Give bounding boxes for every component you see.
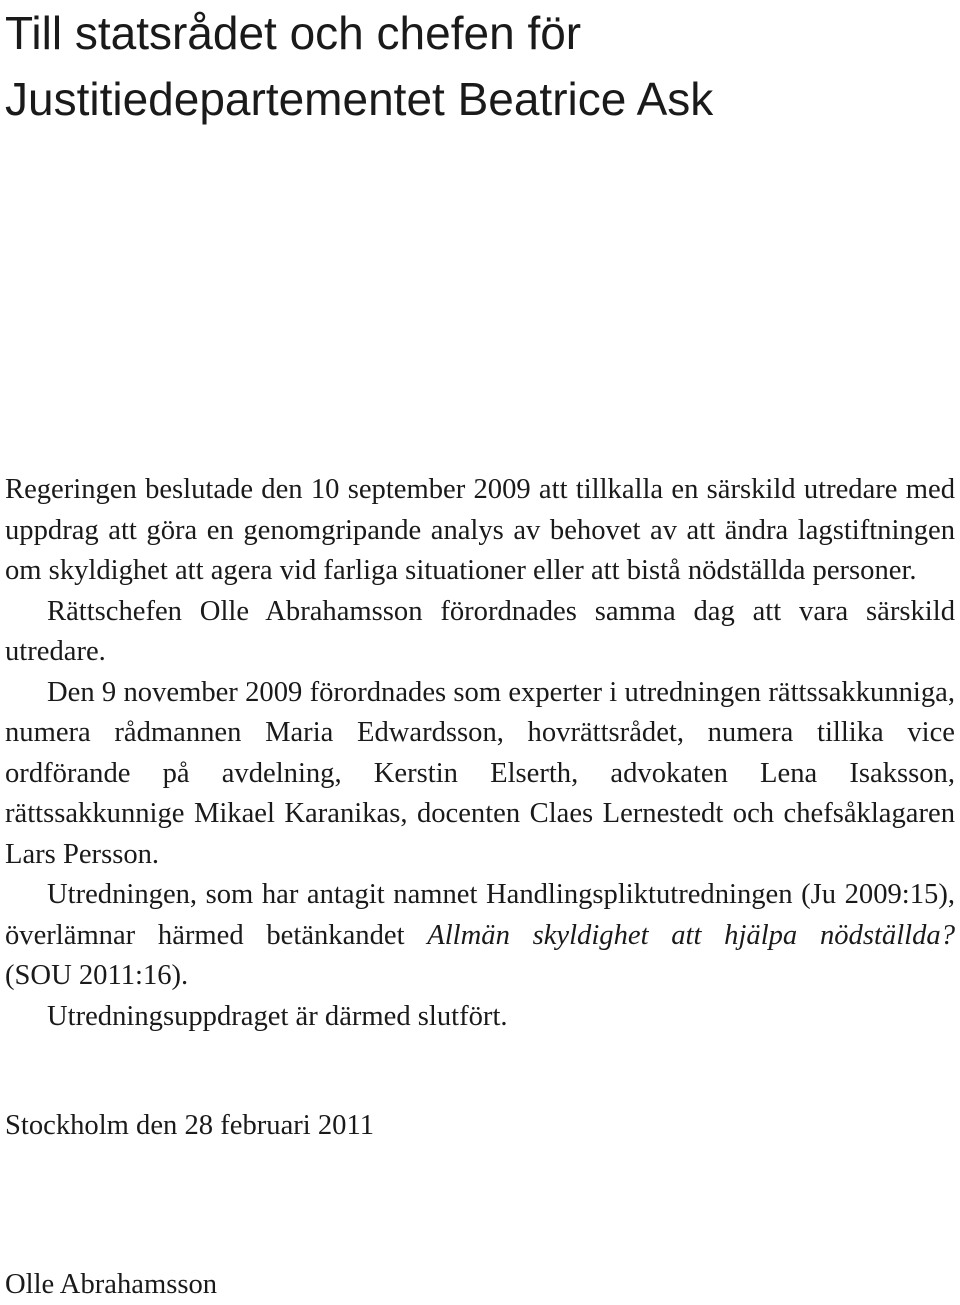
- paragraph-special-investigator: Rättschefen Olle Abrahamsson förordnades samma dag att vara särskild utredare.: [5, 595, 955, 667]
- addressee-heading: [5, 0, 955, 132]
- paragraph-completion: Utredningsuppdraget är därmed slutfört.: [47, 1000, 508, 1032]
- heading-line-2: Justitiedepartementet Beatrice Ask: [5, 73, 714, 125]
- signatory-name: Olle Abrahamsson: [5, 1269, 218, 1300]
- submission-text-after: (SOU 2011:16).: [5, 960, 189, 991]
- report-title: Allmän skyldighet att hjälpa nödställda?: [427, 919, 955, 951]
- letter-body: [5, 470, 955, 1037]
- paragraph-appointment-decision: Regeringen beslutade den 10 september 2009 att tillkalla en särskild utredare med uppdrag att göra en genomgripande analys av behovet av att ändra lagstiftningen om skyldighet att agera vid farliga situationer eller att bistå nödställda personer.: [5, 474, 955, 586]
- heading-line-1: Till statsrådet och chefen för: [5, 7, 582, 59]
- paragraph-experts: Den 9 november 2009 förordnades som experter i utredningen rättssakkunniga, numera rådmannen Maria Edwardsson, hovrättsrådet, numera tillika vice ordförande på avdelning, Kerstin Elserth, advokaten Lena Isaksson, rättssakkunnige Mikael Karanikas, docenten Claes Lernestedt och chefsåklagaren Lars Persson.: [5, 676, 955, 870]
- submission-text-before: Utredningen, som har antagit namnet Handlingspliktutredningen (Ju 2009:15), överlämnar härmed betänkandet: [5, 879, 955, 951]
- place-and-date: Stockholm den 28 februari 2011: [5, 1110, 374, 1141]
- paragraph-submission: [5, 875, 955, 997]
